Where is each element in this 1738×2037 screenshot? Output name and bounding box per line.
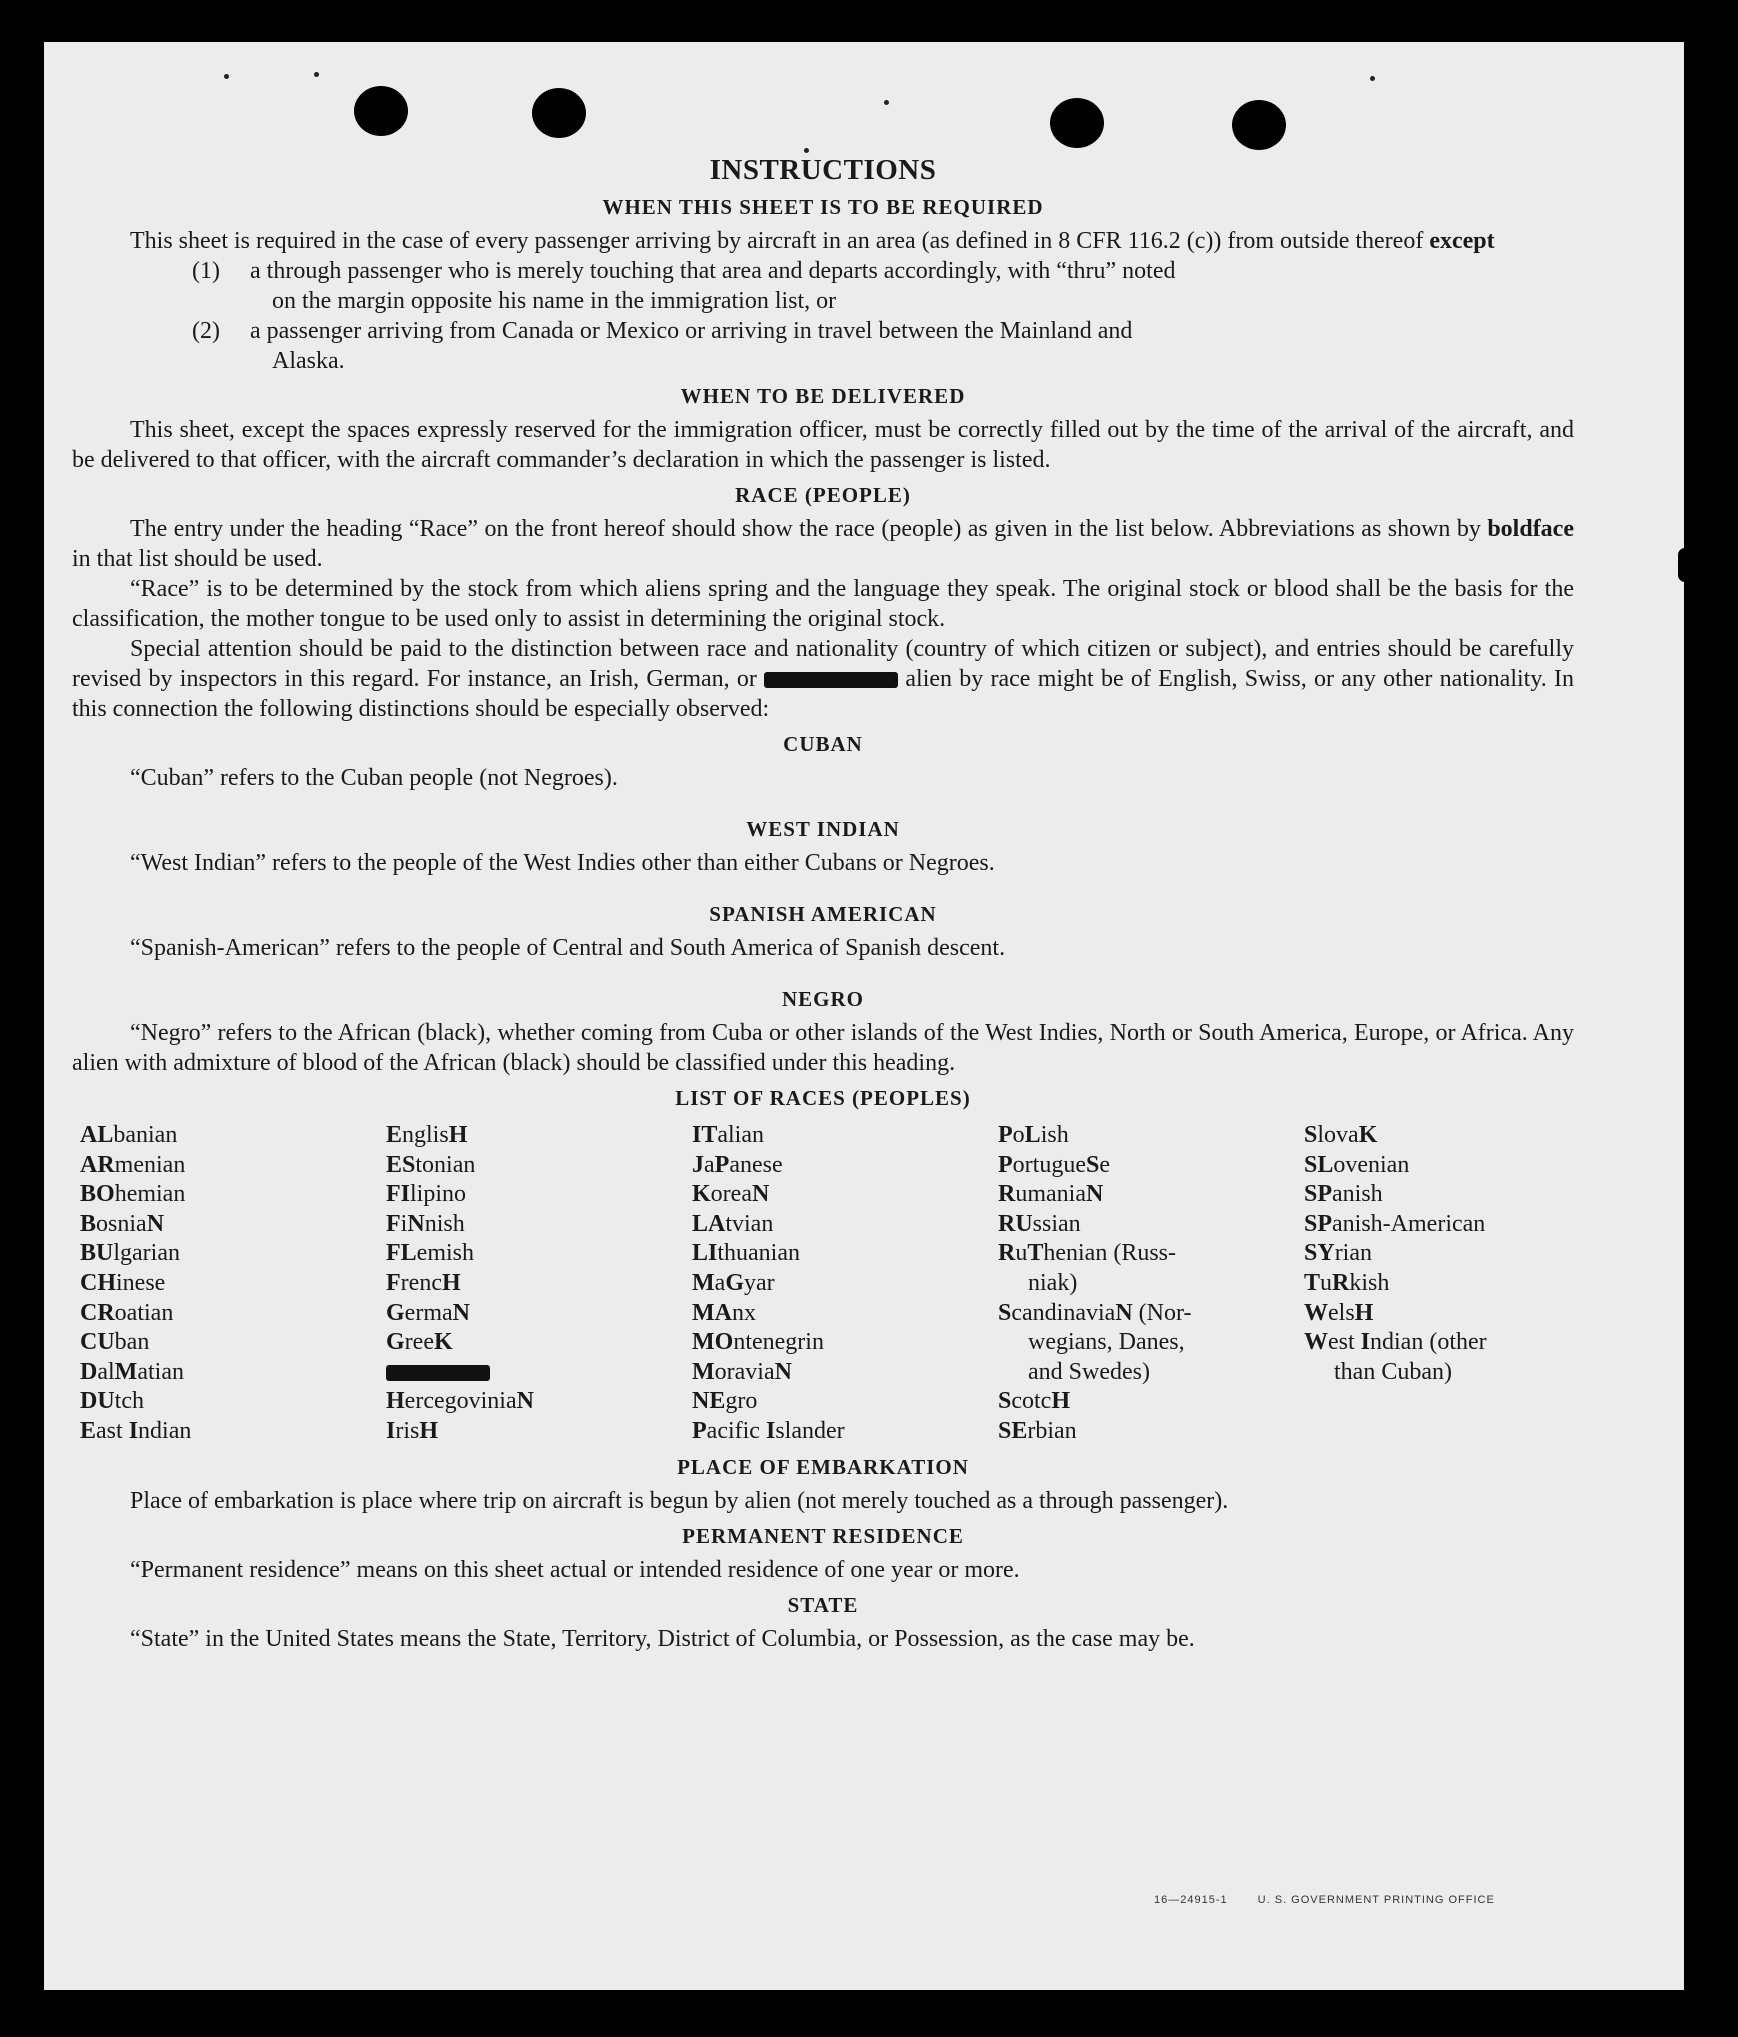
printer-name: U. S. GOVERNMENT PRINTING OFFICE [1257,1894,1495,1906]
heading-state: STATE [787,1592,859,1617]
race-entry: MAnx [692,1299,756,1326]
race-entry [386,1358,684,1388]
paragraph-spanish-american: “Spanish-American” refers to the people of Central and South America of Spanish descent. [130,935,1006,961]
race-entry: ITalian [692,1122,764,1148]
race-entry: EStonian [386,1151,476,1178]
race-entry: SLovenian [1304,1151,1410,1178]
redaction-mark [386,1365,490,1381]
race-entry: GreeK [386,1329,453,1356]
race-entry: DalMatian [80,1358,184,1385]
heading-list-of-races: LIST OF RACES (PEOPLES) [675,1086,971,1110]
race-entry: IrisH [386,1417,439,1444]
paragraph-cuban: “Cuban” refers to the Cuban people (not Negroes). [130,765,618,791]
paragraph-race-3: Special attention should be paid to the distinction between race and nationality (country of which citizen or subject), and entries should be carefully revised by inspectors in this regard. For instance, an Irish, German, or alien by race might be of English, Swiss, or any other nationality. In this connection the following distinctions should be especially observed: [72,636,1575,722]
races-column [378,1121,684,1447]
speck [804,148,809,153]
punch-hole [532,88,586,138]
race-entry: West Indian (other than Cuban) [1304,1329,1487,1385]
race-entry: ARmenian [80,1151,186,1178]
race-entry: SPanish-American [1304,1210,1486,1237]
race-entry: MaGyar [692,1269,775,1296]
race-entry: RUssian [998,1210,1081,1237]
heading-spanish-american: SPANISH AMERICAN [709,902,937,926]
heading-negro: NEGRO [781,987,864,1011]
race-entry: East Indian [80,1417,192,1444]
race-entry: CHinese [80,1269,166,1296]
punch-hole [1232,100,1286,150]
race-entry: SErbian [998,1417,1077,1444]
race-entry: FLemish [386,1240,474,1267]
paragraph-race-1: The entry under the heading “Race” on the front hereof should show the race (people) as given in the list below. Abbreviations as shown by boldface in that list should be used. [72,516,1574,572]
race-entry: PortugueSe [998,1151,1110,1178]
race-entry: JaPanese [692,1151,783,1178]
speck [1370,76,1375,81]
heading-cuban: CUBAN [783,732,863,756]
heading-west-indian: WEST INDIAN [746,817,900,841]
race-entry: FIlipino [386,1181,467,1208]
speck [314,72,319,77]
race-entry: PoLish [998,1122,1069,1148]
paragraph-embarkation: Place of embarkation is place where trip on aircraft is begun by alien (not merely touched as a through passenger). [130,1487,1229,1514]
heading-when-required: WHEN THIS SHEET IS TO BE REQUIRED [602,195,1044,219]
race-entry: DUtch [80,1388,144,1415]
list-item-2: (2) a passenger arriving from Canada or Mexico or arriving in travel between the Mainland and Alaska. [192,318,1133,374]
race-entry: MOntenegrin [692,1329,824,1356]
race-entry: ScandinaviaN (Nor- wegians, Danes, and Swedes) [998,1299,1192,1385]
paragraph-permanent-residence: “Permanent residence” means on this sheet actual or intended residence of one year or more. [130,1556,1020,1583]
race-entry: ALbanian [80,1122,178,1148]
punch-hole [1050,98,1104,148]
races-column [1296,1121,1602,1447]
list-item-1: (1) a through passenger who is merely touching that area and departs accordingly, with “thru” noted on the margin opposite his name in the immigration list, or [192,258,1176,314]
races-column [72,1121,378,1447]
paragraph-when-delivered: This sheet, except the spaces expressly reserved for the immigration officer, must be correctly filled out by the time of the arrival of the aircraft, and be delivered to that officer, with the aircraft commander’s declaration in which the passenger is listed. [72,417,1574,473]
races-column [990,1121,1296,1447]
race-entry: RuThenian (Russ- niak) [998,1240,1177,1296]
race-entry: KoreaN [692,1181,770,1208]
heading-embarkation: PLACE OF EMBARKATION [677,1454,969,1479]
speck [224,74,229,79]
race-entry: EnglisH [386,1122,468,1148]
race-entry: NEgro [692,1388,758,1415]
page-title: INSTRUCTIONS [709,154,937,186]
race-entry: GermaN [386,1299,470,1326]
heading-when-delivered: WHEN TO BE DELIVERED [680,384,966,408]
race-entry: RumaniaN [998,1181,1104,1208]
race-entry: CUban [80,1329,150,1356]
paragraph-when-required: This sheet is required in the case of every passenger arriving by aircraft in an area (as defined in 8 CFR 116.2 (c)) from outside thereof except [130,228,1495,254]
redaction-mark [764,672,898,688]
race-entry: TuRkish [1304,1269,1390,1296]
paragraph-state: “State” in the United States means the State, Territory, District of Columbia, or Possession, as the case may be. [130,1625,1195,1652]
paragraph-race-2: “Race” is to be determined by the stock from which aliens spring and the language they speak. The original stock or blood shall be the basis for the classification, the mother tongue to be used only to assist in determining the original stock. [72,576,1574,632]
document-page [44,42,1684,1990]
race-entry: FiNnish [386,1210,465,1237]
race-entry: LIthuanian [692,1240,800,1267]
race-entry: CRoatian [80,1299,174,1326]
race-entry: LAtvian [692,1210,774,1237]
race-entry: HercegoviniaN [386,1388,534,1415]
race-entry: BUlgarian [80,1240,180,1267]
race-entry: SYrian [1304,1240,1372,1267]
instructions-body [72,154,1574,1654]
race-entry: MoraviaN [692,1358,792,1385]
race-entry: Pacific Islander [692,1417,845,1444]
heading-race: RACE (PEOPLE) [735,483,911,507]
race-entry: SPanish [1304,1181,1383,1208]
race-entry: FrencH [386,1269,461,1296]
race-entry: ScotcH [998,1388,1071,1415]
paragraph-west-indian: “West Indian” refers to the people of the West Indies other than either Cubans or Negroes. [130,850,995,876]
speck [884,100,889,105]
form-number: 16—24915-1 [1154,1894,1228,1906]
print-footer [1154,1894,1521,1906]
race-entry: BOhemian [80,1181,186,1208]
races-column [684,1121,990,1447]
race-entry: BosniaN [80,1210,165,1237]
heading-permanent-residence: PERMANENT RESIDENCE [682,1523,964,1548]
edge-mark [1678,548,1692,582]
paragraph-negro: “Negro” refers to the African (black), whether coming from Cuba or other islands of the West Indies, North or South America, Europe, or Africa. Any alien with admixture of blood of the African (black) should be classified under this heading. [72,1020,1574,1076]
races-table [72,1121,1574,1447]
race-entry: WelsH [1304,1299,1374,1326]
race-entry: SlovaK [1304,1122,1378,1148]
punch-hole [354,86,408,136]
